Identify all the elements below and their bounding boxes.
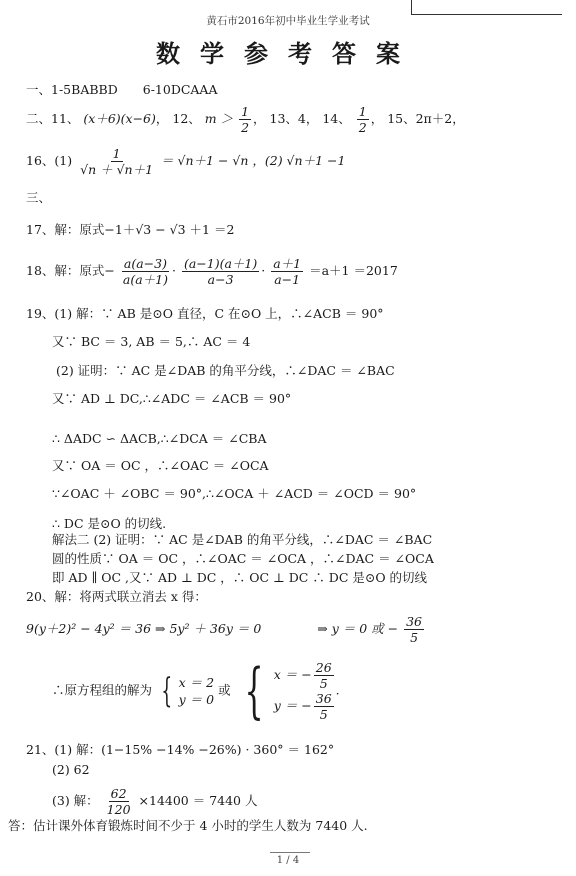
- or-text: 或: [218, 682, 231, 698]
- denominator: 2: [358, 120, 367, 135]
- q19-line: ∴ DC 是⊙O 的切线.: [52, 516, 167, 531]
- system-1: [156, 671, 215, 711]
- numerator: (a−1)(a＋1): [183, 256, 258, 271]
- q18: 18、解：原式− $\frac{a(a-3)}{a(a+1)}$ · $\frac{(a-1)(a+1)}{a-3}$ · $\frac{a+1}{a-1}$ ＝a＋1 ＝2017: [26, 256, 398, 287]
- q19-line: 解法二 (2) 证明：∵ AC 是∠DAB 的角平分线，∴∠DAC ＝ ∠BAC: [52, 532, 433, 547]
- q20-equation: 9(y＋2)² − 4y² ＝ 36 ⇒ 5y² ＋ 36y ＝ 0: [26, 621, 262, 636]
- eq-text: y ＝ −: [273, 698, 312, 713]
- q21-line: (2) 62: [52, 762, 90, 777]
- q19-line: 即 AD ∥ OC ,又∵ AD ⊥ DC ，∴ OC ⊥ DC ∴ DC 是⊙O 的切线: [52, 570, 428, 585]
- q19-line: ∴ ΔADC ∽ ΔACB,∴∠DCA ＝ ∠CBA: [52, 431, 267, 446]
- ans-13: 13、4，: [269, 111, 319, 126]
- q19-line: 又∵ BC ＝ 3, AB ＝ 5,∴ AC ＝ 4: [52, 334, 251, 349]
- final-answer: 答：估计课外体育锻炼时间不少于 4 小时的学生人数为 7440 人.: [8, 818, 368, 833]
- section-3-label: 三、: [26, 190, 52, 205]
- q19-line: 又∵ OA ＝ OC ，∴∠OAC ＝ ∠OCA: [52, 458, 269, 473]
- label: ∴原方程组的解为: [52, 682, 153, 698]
- q21-result: ×14400 ＝ 7440 人: [138, 793, 258, 808]
- section-1-answers: 一、1-5BABBD 6-10DCAAA: [26, 82, 218, 97]
- ans-11: (x＋6)(x−6): [83, 111, 156, 126]
- eq: x ＝ 2: [178, 674, 215, 690]
- fraction: [271, 256, 303, 287]
- denominator: a−3: [207, 272, 234, 287]
- label: 16、(1): [26, 153, 73, 168]
- q17: 17、解：原式−1＋√3 − √3 ＋1 ＝2: [26, 222, 235, 237]
- brace: {: [244, 656, 264, 726]
- denominator: a(a＋1): [122, 272, 168, 287]
- label: (3) 解：: [52, 793, 99, 808]
- brace: {: [161, 671, 173, 711]
- q18-result: ＝a＋1 ＝2017: [309, 263, 398, 278]
- denominator: 2: [241, 120, 250, 135]
- fraction: [78, 146, 155, 177]
- q20-line: 20、解：将两式联立消去 x 得：: [26, 589, 207, 604]
- footer-rule: [270, 852, 310, 853]
- numerator: 36: [315, 691, 332, 706]
- fraction: [239, 104, 251, 135]
- label: 14、: [322, 111, 351, 126]
- q19-line: 又∵ AD ⊥ DC,∴∠ADC ＝ ∠ACB ＝ 90°: [52, 391, 292, 406]
- page-title: 数学参考答案: [156, 39, 420, 68]
- fraction: [105, 786, 133, 817]
- q20-line: [26, 614, 426, 645]
- numerator: 36: [406, 614, 422, 629]
- q21-line: [52, 786, 258, 817]
- section-2-answers: 二、11、 (x＋6)(x−6)， 12、 m ＞ $\frac{1}{2}$ ， 13、4， 14、 $\frac{1}{2}$ ， 15、2π＋2，: [26, 104, 465, 135]
- ans-16: [26, 146, 345, 177]
- numerator: 62: [110, 786, 127, 801]
- denominator: 5: [319, 707, 328, 722]
- fraction: [357, 104, 369, 135]
- denominator: a−1: [274, 272, 301, 287]
- eq: [274, 691, 336, 722]
- denominator: 5: [410, 630, 419, 645]
- q19-line: 19、(1) 解：∵ AB 是⊙O 直径，C 在⊙O 上，∴∠ACB ＝ 90°: [26, 306, 384, 321]
- fraction: [182, 256, 259, 287]
- exam-header: 黄石市2016年初中毕业生学业考试: [206, 15, 370, 27]
- fraction: [404, 614, 424, 645]
- numerator: a(a−3): [123, 256, 167, 271]
- label: 12、: [172, 111, 201, 126]
- numerator: 1: [241, 104, 250, 119]
- q21-line: 21、(1) 解：(1−15% −14% −26%) · 360° ＝ 162°: [26, 742, 335, 757]
- numerator: 1: [112, 146, 121, 161]
- q20-solution: ∴原方程组的解为 { x ＝ 2 y ＝ 0 或 { x ＝ − $\frac{26}{5}$ y ＝ − $\frac{36}{5}$ .: [52, 656, 340, 726]
- label: 二、11、: [26, 111, 80, 126]
- q19-line: 圆的性质∵ OA ＝ OC ，∴∠OAC ＝ ∠OCA ，∴∠DAC ＝ ∠OCA: [52, 551, 434, 566]
- numerator: a＋1: [273, 256, 302, 271]
- numerator: 1: [358, 104, 367, 119]
- denominator: √n ＋ √n＋1: [80, 162, 154, 177]
- eq: y ＝ 0: [178, 692, 215, 707]
- eq-text: x ＝ −: [273, 667, 312, 682]
- ans-16-rest: ＝ √n＋1 − √n ，(2) √n＋1 −1: [161, 153, 346, 168]
- system-2: [235, 656, 336, 726]
- ans-15: 15、2π＋2，: [387, 111, 465, 126]
- fraction: [314, 660, 334, 691]
- page-number: 1 / 4: [276, 855, 300, 866]
- q19-line: (2) 证明：∵ AC 是∠DAB 的角平分线，∴∠DAC ＝ ∠BAC: [56, 363, 395, 378]
- fraction: [314, 691, 334, 722]
- q20-result: ⇒ y ＝ 0 或 −: [317, 621, 399, 636]
- fraction: [121, 256, 170, 287]
- label: 18、解：原式−: [26, 263, 115, 278]
- q19-line: ∵∠OAC ＋ ∠OBC ＝ 90°,∴∠OCA ＋ ∠ACD ＝ ∠OCD ＝ 90°: [52, 486, 417, 501]
- eq: [274, 660, 336, 691]
- numerator: 26: [315, 660, 332, 675]
- ans-12: m ＞: [204, 111, 234, 126]
- denominator: 5: [319, 676, 328, 691]
- denominator: 120: [106, 802, 131, 817]
